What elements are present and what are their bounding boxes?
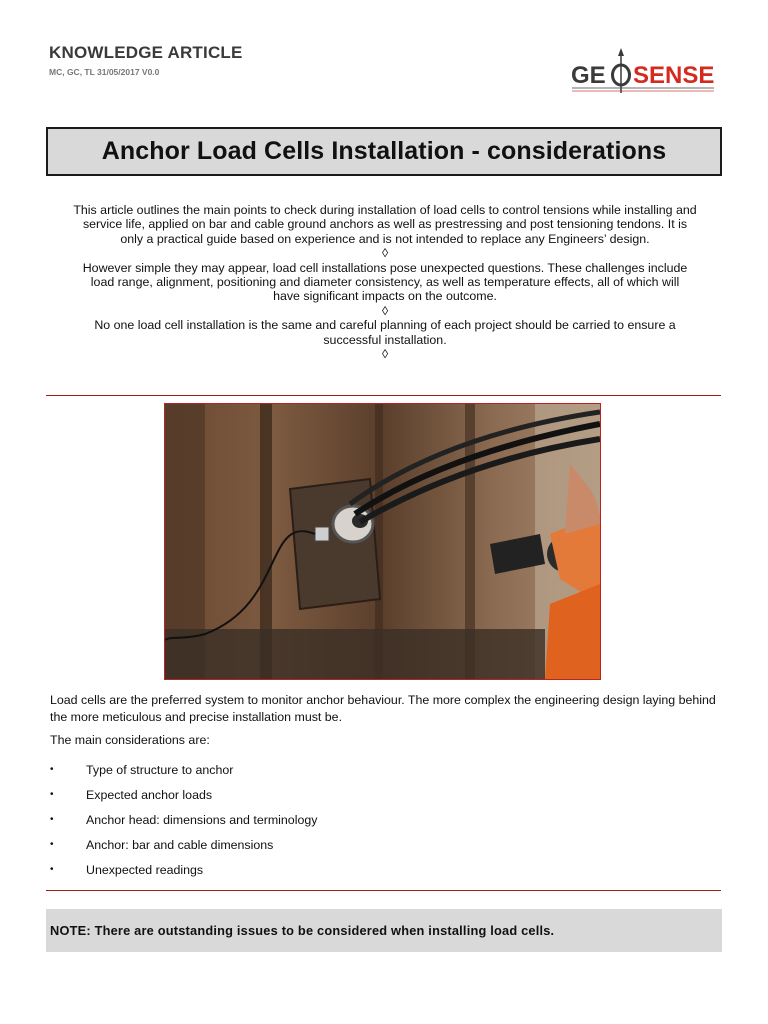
- bullet-icon: •: [50, 839, 54, 850]
- note-text: NOTE: There are outstanding issues to be considered when installing load cells.: [50, 923, 555, 938]
- intro-paragraph-1: This article outlines the main points to check during installation of load cells to control tensions while installing and service life, applied on bar and cable ground anchors as well as prestressing and post tensioning tendons. It is only a practical guide based on experience and is not intended to replace any Engineers’ design.: [73, 203, 697, 246]
- divider-bottom: [46, 890, 721, 891]
- divider-top: [46, 395, 721, 396]
- logo-o-mark: [613, 48, 630, 93]
- list-item: [50, 782, 650, 807]
- list-item-text: Anchor: bar and cable dimensions: [86, 837, 274, 852]
- body-paragraph-2: The main considerations are:: [50, 733, 210, 747]
- list-item-text: Anchor head: dimensions and terminology: [86, 812, 318, 827]
- considerations-list: [50, 757, 650, 882]
- logo-text-left: GE: [571, 62, 606, 89]
- list-item: [50, 757, 650, 782]
- list-item: [50, 807, 650, 832]
- list-item-text: Unexpected readings: [86, 862, 204, 877]
- list-item: [50, 857, 650, 882]
- knowledge-article-label: KNOWLEDGE ARTICLE: [49, 43, 243, 62]
- diamond-separator: ◊: [381, 347, 389, 362]
- list-item-text: Type of structure to anchor: [86, 762, 234, 777]
- bullet-icon: •: [50, 814, 54, 825]
- intro-paragraph-3: No one load cell installation is the same and careful planning of each project should be carried to ensure a successful installation.: [94, 318, 676, 347]
- bullet-icon: •: [50, 789, 54, 800]
- bullet-icon: •: [50, 864, 54, 875]
- diamond-separator: ◊: [381, 303, 389, 318]
- intro-section: [70, 203, 700, 361]
- bullet-icon: •: [50, 764, 54, 775]
- note-box: [46, 909, 722, 952]
- logo-text-right: SENSE: [633, 62, 715, 89]
- list-item: [50, 832, 650, 857]
- body-section: [50, 692, 722, 749]
- article-title-box: [46, 127, 722, 176]
- list-item-text: Expected anchor loads: [86, 787, 213, 802]
- diamond-separator: ◊: [381, 246, 389, 261]
- body-paragraph-1: Load cells are the preferred system to monitor anchor behaviour. The more complex the engineering design laying behind the more meticulous and precise installation must be.: [50, 693, 716, 724]
- article-meta: MC, GC, TL 31/05/2017 V0.0: [49, 67, 160, 77]
- article-title: Anchor Load Cells Installation - considerations: [101, 137, 667, 165]
- intro-paragraph-2: However simple they may appear, load cell installations pose unexpected questions. These challenges include load range, alignment, positioning and diameter consistency, as well as temperature effects, all of which will have significant impacts on the outcome.: [82, 260, 688, 304]
- geosense-logo: [568, 46, 718, 96]
- installation-photo: [164, 403, 601, 680]
